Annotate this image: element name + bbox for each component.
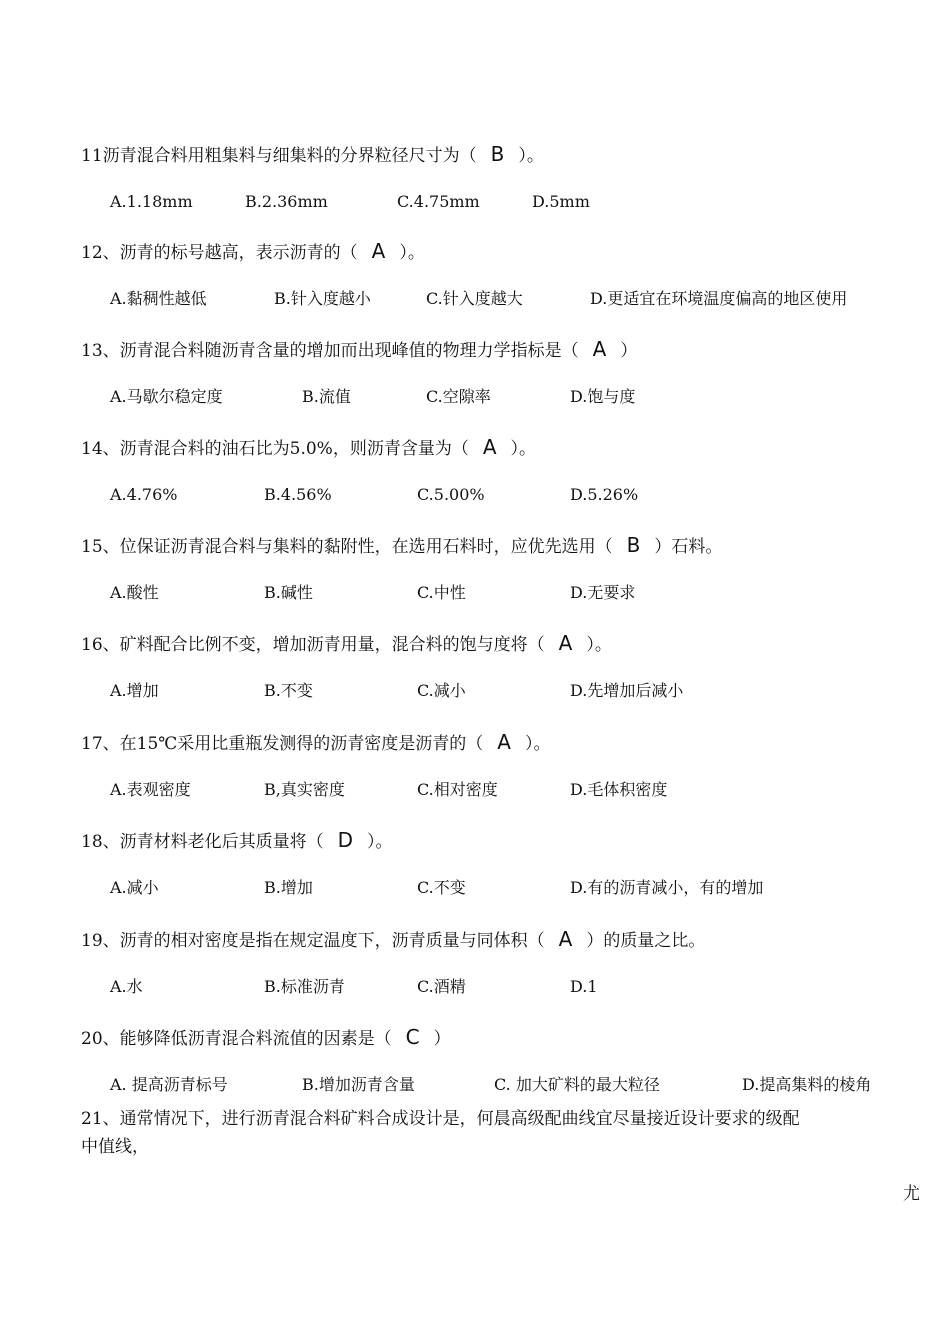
question-text-end: ）。 <box>367 832 393 852</box>
page-end-character: 尤 <box>903 1184 920 1204</box>
question-15 <box>81 534 722 558</box>
option-c: C.针入度越大 <box>426 289 523 308</box>
option-b: B.标准沥青 <box>264 977 345 996</box>
question-text: 14、沥青混合料的油石比为5.0%，则沥青含量为（ <box>81 439 469 459</box>
option-c: C.不变 <box>417 878 466 897</box>
question-13 <box>81 338 637 362</box>
option-d: D.无要求 <box>570 583 636 602</box>
question-12 <box>81 240 425 264</box>
question-19 <box>81 928 705 952</box>
question-20 <box>81 1026 451 1050</box>
question-21 <box>81 1105 903 1161</box>
question-text: 15、位保证沥青混合料与集料的黏附性，在选用石料时，应优先选用（ <box>81 537 613 557</box>
option-c: C.中性 <box>417 583 466 602</box>
option-d: D.毛体积密度 <box>570 780 668 799</box>
option-a: A.1.18mm <box>110 192 193 211</box>
option-c: C.酒精 <box>417 977 466 996</box>
question-text-end: ） <box>620 341 638 361</box>
question-text: 20、能够降低沥青混合料流值的因素是（ <box>81 1029 392 1049</box>
answer-letter: D <box>337 828 354 852</box>
question-text: 17、在15℃采用比重瓶发测得的沥青密度是沥青的（ <box>81 734 484 754</box>
answer-letter: A <box>592 337 607 361</box>
option-b: B,真实密度 <box>264 780 345 799</box>
option-a: A.酸性 <box>110 583 159 602</box>
option-c: C.减小 <box>417 681 466 700</box>
option-b: B.不变 <box>264 681 313 700</box>
option-c: C. 加大矿料的最大粒径 <box>494 1075 660 1094</box>
option-d: D.提高集料的棱角 <box>742 1075 872 1094</box>
question-21-line-2: 中值线， <box>81 1137 149 1157</box>
question-text-end: ） <box>433 1029 451 1049</box>
option-d: D.1 <box>570 977 598 996</box>
question-text-end: ）的质量之比。 <box>586 931 706 951</box>
option-d: D.5mm <box>532 192 590 211</box>
option-a: A.减小 <box>110 878 159 897</box>
option-b: B.增加 <box>264 878 313 897</box>
question-18 <box>81 829 393 853</box>
option-c: C.相对密度 <box>417 780 498 799</box>
question-text-end: ）。 <box>518 146 544 166</box>
question-21-line-1: 21、通常情况下，进行沥青混合料矿料合成设计是，何晨高级配曲线宜尽量接近设计要求的级配 <box>81 1109 800 1129</box>
question-text-end: ）石料。 <box>654 537 723 557</box>
option-b: B.碱性 <box>264 583 313 602</box>
option-d: D.饱与度 <box>570 387 636 406</box>
answer-letter: A <box>371 239 386 263</box>
option-a: A.4.76% <box>110 485 178 504</box>
answer-letter: A <box>558 631 573 655</box>
question-text: 19、沥青的相对密度是指在规定温度下，沥青质量与同体积（ <box>81 931 545 951</box>
option-b: B.2.36mm <box>245 192 328 211</box>
question-text: 13、沥青混合料随沥青含量的增加而出现峰值的物理力学指标是（ <box>81 341 579 361</box>
answer-letter: C <box>405 1025 420 1049</box>
answer-letter: B <box>490 142 505 166</box>
option-a: A.表观密度 <box>110 780 191 799</box>
answer-letter: B <box>626 533 641 557</box>
answer-letter: A <box>497 730 511 754</box>
question-17 <box>81 731 550 755</box>
question-text-end: ）。 <box>399 243 425 263</box>
option-b: B.针入度越小 <box>274 289 371 308</box>
answer-letter: A <box>558 927 573 951</box>
question-11 <box>81 143 544 167</box>
option-a: A.水 <box>110 977 143 996</box>
question-14 <box>81 436 536 460</box>
option-d: D.先增加后减小 <box>570 681 684 700</box>
option-a: A.马歇尔稳定度 <box>110 387 223 406</box>
option-c: C.空隙率 <box>426 387 491 406</box>
option-d: D.有的沥青减小，有的增加 <box>570 878 764 897</box>
option-c: C.4.75mm <box>397 192 480 211</box>
option-a: A.增加 <box>110 681 159 700</box>
question-text: 18、沥青材料老化后其质量将（ <box>81 832 324 852</box>
option-b: B.增加沥青含量 <box>302 1075 415 1094</box>
question-text-end: ）。 <box>510 439 537 459</box>
question-16 <box>81 632 612 656</box>
option-d: D.更适宜在环境温度偏高的地区使用 <box>590 289 848 308</box>
option-a: A. 提高沥青标号 <box>110 1075 228 1094</box>
option-b: B.4.56% <box>264 485 332 504</box>
question-text: 16、矿料配合比例不变，增加沥青用量，混合料的饱与度将（ <box>81 635 545 655</box>
question-text-end: ）。 <box>586 635 612 655</box>
question-text: 12、沥青的标号越高，表示沥青的（ <box>81 243 358 263</box>
option-b: B.流值 <box>302 387 351 406</box>
option-a: A.黏稠性越低 <box>110 289 207 308</box>
question-text: 11沥青混合料用粗集料与细集料的分界粒径尺寸为（ <box>81 146 477 166</box>
question-text-end: ）。 <box>524 734 551 754</box>
option-c: C.5.00% <box>417 485 485 504</box>
option-d: D.5.26% <box>570 485 639 504</box>
answer-letter: A <box>482 435 497 459</box>
